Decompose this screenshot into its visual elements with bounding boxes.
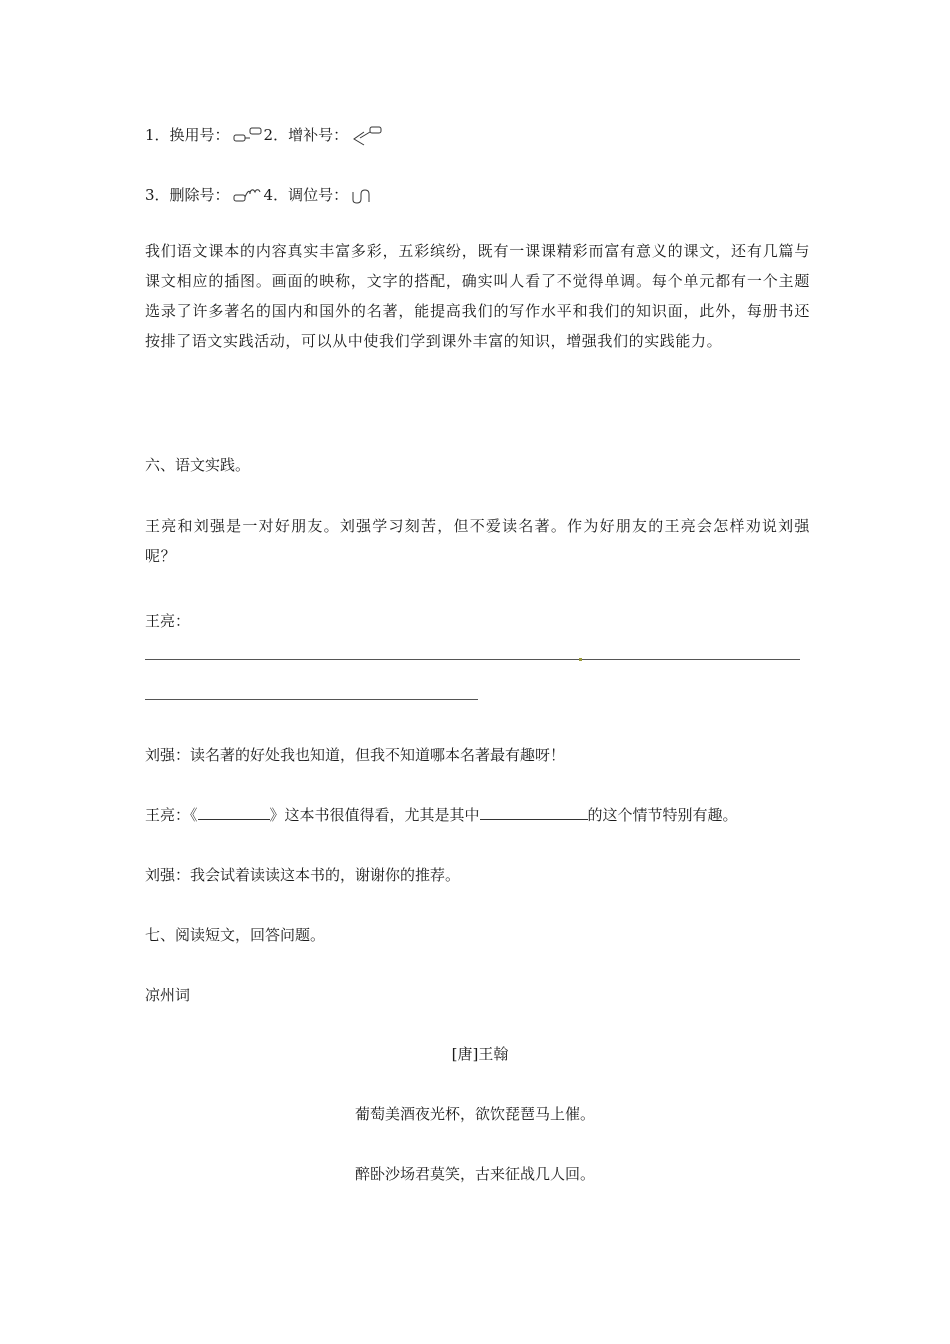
mark-label-replace: 1．换用号： — [145, 126, 230, 144]
book-title-blank[interactable] — [198, 805, 270, 820]
wang2-mid: 》这本书很值得看，尤其是其中 — [269, 806, 480, 824]
mark-label-insert: 2．增补号： — [263, 126, 349, 144]
liu-line-1: 刘强：读名著的好处我也知道，但我不知道哪本名著最有趣呀！ — [145, 746, 566, 764]
section-7-heading: 七、阅读短文，回答问题。 — [145, 926, 326, 944]
insert-mark-icon — [350, 126, 384, 146]
answer-line-2[interactable] — [145, 699, 478, 700]
section-6-heading: 六、语文实践。 — [145, 456, 251, 474]
mark-label-transpose: 4．调位号： — [263, 186, 349, 204]
section-6-prompt: 王亮和刘强是一对好朋友。刘强学习刻苦，但不爱读名著。作为好朋友的王亮会怎样劝说刘强呢？ — [145, 517, 810, 565]
text-paragraph: 我们语文课本的内容真实丰富多彩，五彩缤纷，既有一课课精彩而富有意义的课文，还有几篇与课文相应的插图。画面的映称，文字的搭配，确实叫人看了不觉得单调。每个单元都有一个主题选录了许多著名的国内和国外的名著，能提高我们的写作水平和我们的知识面，此外，每册书还按排了语文实践活动，可以从中使我们学到课外丰富的知识，增强我们的实践能力。 — [145, 242, 810, 350]
liu-line-2: 刘强：我会试着读读这本书的，谢谢你的推荐。 — [145, 866, 461, 884]
mark-row-1 — [145, 125, 386, 146]
mark-label-delete: 3．删除号： — [145, 186, 230, 204]
transpose-mark-icon — [350, 186, 376, 206]
poem-verse-2: 醉卧沙场君莫笑，古来征战几人回。 — [354, 1165, 595, 1183]
stray-dot — [579, 658, 582, 661]
plot-blank[interactable] — [480, 805, 588, 820]
delete-mark-icon — [232, 186, 262, 206]
wang-line-2 — [145, 805, 738, 825]
answer-line-1[interactable] — [145, 659, 800, 660]
poem-author: [唐]王翰 — [451, 1045, 509, 1063]
poem-title: 凉州词 — [145, 986, 191, 1004]
wang-label: 王亮： — [145, 612, 191, 630]
replace-mark-icon — [232, 126, 262, 146]
wang2-suffix: 的这个情节特别有趣。 — [587, 806, 738, 824]
poem-verse-1: 葡萄美酒夜光杯，欲饮琵琶马上催。 — [354, 1105, 595, 1123]
mark-row-2 — [145, 185, 378, 206]
wang2-prefix: 王亮：《 — [145, 806, 198, 824]
